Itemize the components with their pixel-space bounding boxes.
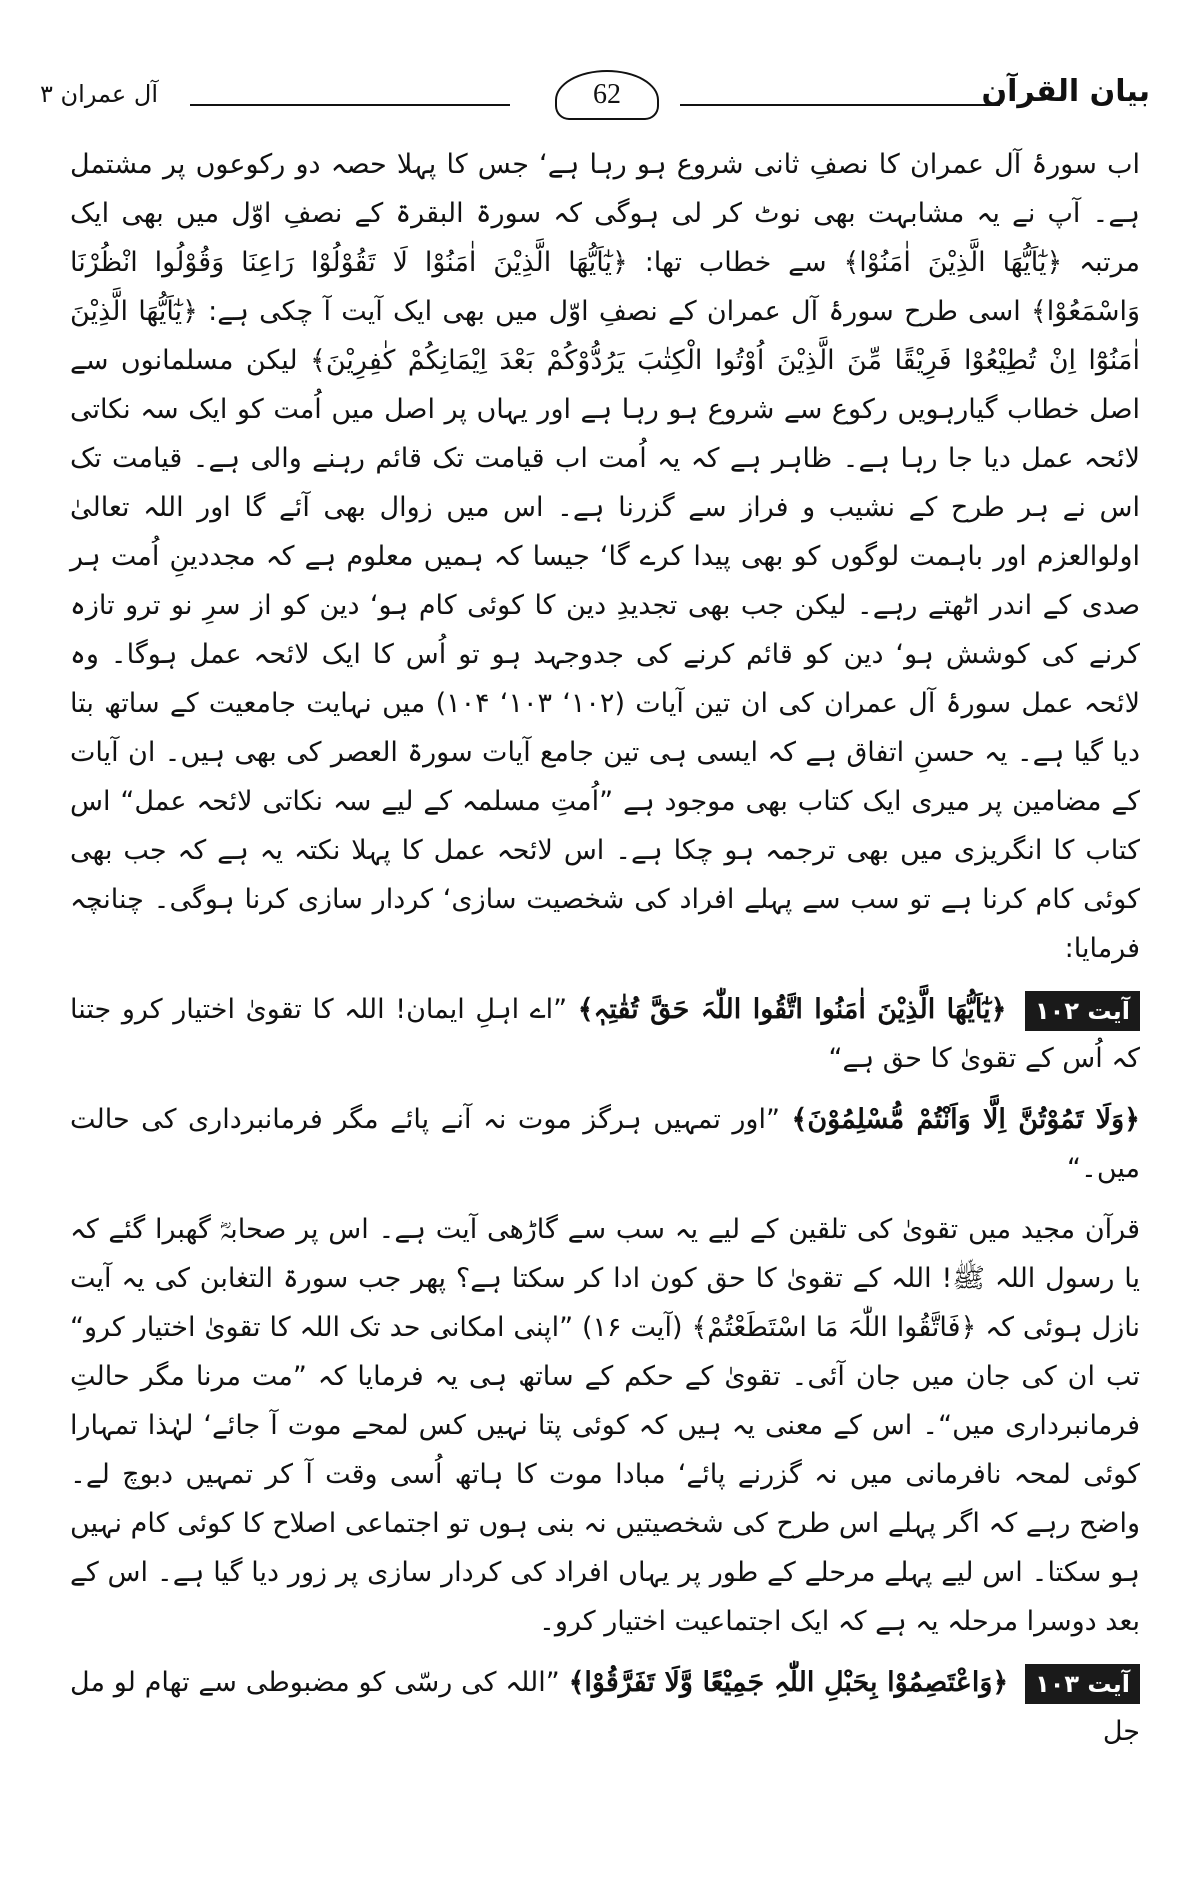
verse-102-continued (70, 1095, 1140, 1193)
header-rule-right (680, 104, 1000, 106)
verse-103-arabic: ﴿وَاعْتَصِمُوْا بِحَبْلِ اللّٰہِ جَمِیْعًا وَّلَا تَفَرَّقُوْا﴾ (568, 1667, 1009, 1698)
page-header (40, 70, 1150, 130)
verse-102 (70, 985, 1140, 1083)
verse-102b-translation: ”اور تمہیں ہرگز موت نہ آنے پائے مگر فرمانبرداری کی حالت میں۔“ (70, 1104, 1140, 1184)
header-rule-left (190, 104, 510, 106)
page-body (70, 140, 1140, 1768)
verse-102b-arabic: ﴿وَلَا تَمُوْتُنَّ اِلَّا وَاَنْتُمْ مُّسْلِمُوْنَ﴾ (791, 1104, 1140, 1135)
surah-name: آل عمران ۳ (40, 80, 158, 108)
verse-102-badge: آیت ۱۰۲ (1025, 991, 1140, 1031)
verse-102-translation: ”اے اہلِ ایمان! اللہ کا تقویٰ اختیار کرو جتنا کہ اُس کے تقویٰ کا حق ہے“ (70, 994, 1140, 1074)
verse-103-badge: آیت ۱۰۳ (1025, 1664, 1140, 1704)
book-title: بیان القرآن (981, 74, 1150, 109)
verse-102-arabic: ﴿یٰٓاَیُّھَا الَّذِیْنَ اٰمَنُوا اتَّقُوا اللّٰہَ حَقَّ تُقٰتِہٖ﴾ (577, 994, 1007, 1025)
verse-103-translation: ”اللہ کی رسّی کو مضبوطی سے تھام لو مل جل (70, 1667, 1140, 1747)
commentary-paragraph: قرآن مجید میں تقویٰ کی تلقین کے لیے یہ سب سے گاڑھی آیت ہے۔ اس پر صحابہؓ گھبرا گئے کہ یا رسول اللہ ﷺ! اللہ کے تقویٰ کا حق کون ادا کر سکتا ہے؟ پھر جب سورۃ التغابن کی یہ آیت نازل ہوئی کہ ﴿فَاتَّقُوا اللّٰہَ مَا اسْتَطَعْتُمْ﴾ (آیت ۱۶) ”اپنی امکانی حد تک اللہ کا تقویٰ اختیار کرو“ تب ان کی جان میں جان آئی۔ تقویٰ کے حکم کے ساتھ ہی یہ فرمایا کہ ”مت مرنا مگر حالتِ فرمانبرداری میں“۔ اس کے معنی یہ ہیں کہ کوئی پتا نہیں کس لمحے موت آ جائے‘ لہٰذا تمہارا کوئی لمحہ نافرمانی میں نہ گزرنے پائے‘ مبادا موت کا ہاتھ اُسی وقت آ کر تمہیں دبوچ لے۔ واضح رہے کہ اگر پہلے اس طرح کی شخصیتیں نہ بنی ہوں تو اجتماعی اصلاح کا کوئی کام نہیں ہو سکتا۔ اس لیے پہلے مرحلے کے طور پر یہاں افراد کی کردار سازی پر زور دیا گیا ہے۔ اس کے بعد دوسرا مرحلہ یہ ہے کہ ایک اجتماعیت اختیار کرو۔ (70, 1214, 1140, 1637)
verse-103 (70, 1658, 1140, 1756)
page-number: 62 (555, 70, 659, 120)
intro-paragraph: اب سورۂ آل عمران کا نصفِ ثانی شروع ہو رہا ہے‘ جس کا پہلا حصہ دو رکوعوں پر مشتمل ہے۔ آپ نے یہ مشابہت بھی نوٹ کر لی ہوگی کہ سورۃ البقرۃ کے نصفِ اوّل میں بھی ایک مرتبہ ﴿یٰٓاَیُّھَا الَّذِیْنَ اٰمَنُوْا﴾ سے خطاب تھا: ﴿یٰٓاَیُّھَا الَّذِیْنَ اٰمَنُوْا لَا تَقُوْلُوْا رَاعِنَا وَقُوْلُوا انْظُرْنَا وَاسْمَعُوْا﴾ اسی طرح سورۂ آل عمران کے نصفِ اوّل میں بھی ایک آیت آ چکی ہے: ﴿یٰٓاَیُّھَا الَّذِیْنَ اٰمَنُوْٓا اِنْ تُطِیْعُوْا فَرِیْقًا مِّنَ الَّذِیْنَ اُوْتُوا الْکِتٰبَ یَرُدُّوْکُمْ بَعْدَ اِیْمَانِکُمْ کٰفِرِیْنَ﴾ لیکن مسلمانوں سے اصل خطاب گیارہویں رکوع سے شروع ہو رہا ہے اور یہاں پر اصل میں اُمت کو ایک سہ نکاتی لائحہ عمل دیا جا رہا ہے۔ ظاہر ہے کہ یہ اُمت اب قیامت تک قائم رہنے والی ہے۔ قیامت تک اس نے ہر طرح کے نشیب و فراز سے گزرنا ہے۔ اس میں زوال بھی آئے گا اور اللہ تعالیٰ اولوالعزم اور باہمت لوگوں کو بھی پیدا کرے گا‘ جیسا کہ ہمیں معلوم ہے کہ مجددینِ اُمت ہر صدی کے اندر اٹھتے رہے۔ لیکن جب بھی تجدیدِ دین کا کوئی کام ہو‘ دین کو از سرِ نو ترو تازہ کرنے کی کوشش ہو‘ دین کو قائم کرنے کی جدوجہد ہو تو اُس کا ایک لائحہ عمل ہوگا۔ وہ لائحہ عمل سورۂ آل عمران کی ان تین آیات (۱۰۲‘ ۱۰۳‘ ۱۰۴) میں نہایت جامعیت کے ساتھ بتا دیا گیا ہے۔ یہ حسنِ اتفاق ہے کہ ایسی ہی تین جامع آیات سورۃ العصر کی بھی ہیں۔ ان آیات کے مضامین پر میری ایک کتاب بھی موجود ہے ”اُمتِ مسلمہ کے لیے سہ نکاتی لائحہ عمل“ اس کتاب کا انگریزی میں بھی ترجمہ ہو چکا ہے۔ اس لائحہ عمل کا پہلا نکتہ یہ ہے کہ جب بھی کوئی کام کرنا ہے تو سب سے پہلے افراد کی شخصیت سازی‘ کردار سازی کرنا ہوگی۔ چنانچہ فرمایا: (70, 149, 1141, 964)
